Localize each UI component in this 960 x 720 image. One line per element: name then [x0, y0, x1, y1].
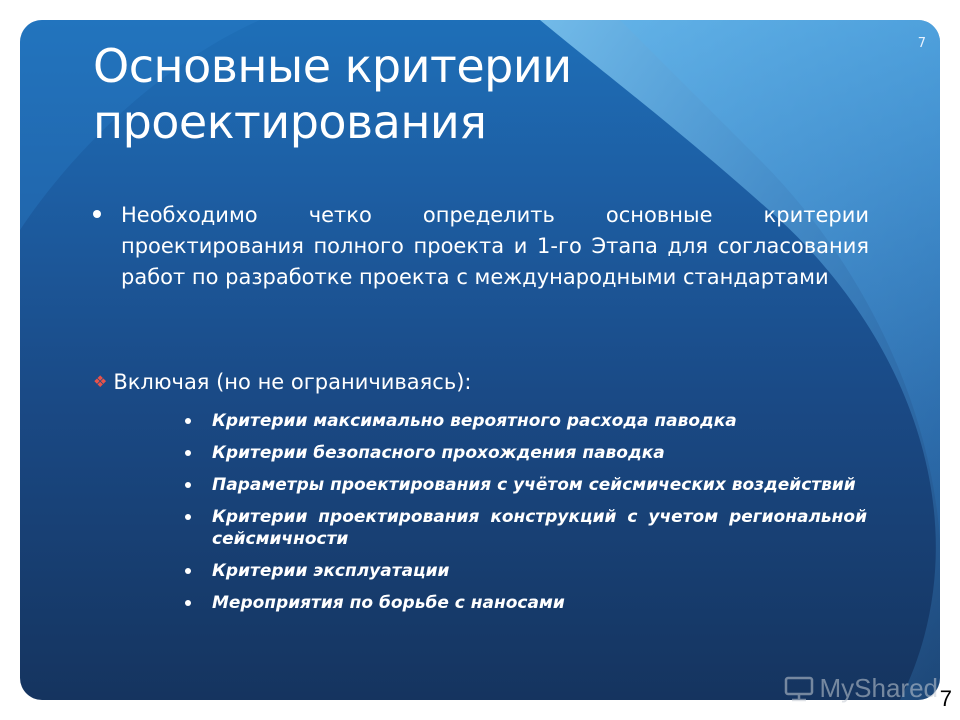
- list-item-text: Мероприятия по борьбе с наносами: [212, 593, 565, 613]
- watermark-text: MyShared: [819, 673, 938, 703]
- bullet-dot-icon: [185, 568, 191, 574]
- diamond-bullet-icon: ❖: [93, 372, 108, 391]
- bullet-dot-icon: [185, 514, 191, 520]
- list-item-text: Критерии максимально вероятного расхода паводка: [212, 411, 737, 431]
- list-item-text: Параметры проектирования с учётом сейсмических воздействий: [212, 475, 856, 495]
- list-item: [185, 560, 867, 582]
- slide-title-line-2: проектирования: [93, 95, 487, 149]
- list-item: [185, 506, 867, 550]
- including-heading: [93, 370, 471, 394]
- list-item: [185, 410, 867, 432]
- bullet-dot-icon: [93, 210, 101, 218]
- watermark: [784, 673, 939, 704]
- bullet-dot-icon: [185, 418, 191, 424]
- slide-number-bottom: 7: [939, 686, 952, 711]
- list-item-text: Критерии проектирования конструкций с учетом региональной сейсмичности: [212, 507, 867, 549]
- list-item-text: Критерии эксплуатации: [212, 561, 450, 581]
- criteria-list: [185, 410, 867, 624]
- slide-title: [93, 38, 793, 150]
- list-item: [185, 442, 867, 464]
- bullet-dot-icon: [185, 482, 191, 488]
- intro-bullet: [93, 200, 869, 293]
- list-item: [185, 592, 867, 614]
- slide-number-top: 7: [917, 36, 926, 51]
- list-item-text: Критерии безопасного прохождения паводка: [212, 443, 665, 463]
- slide: [20, 20, 940, 700]
- bullet-dot-icon: [185, 600, 191, 606]
- list-item: [185, 474, 867, 496]
- intro-text: Необходимо четко определить основные критерии проектирования полного проекта и 1-го Этапа для согласования работ по разработке проекта с международными стандартами: [121, 203, 869, 289]
- bullet-dot-icon: [185, 450, 191, 456]
- including-label: Включая (но не ограничиваясь):: [113, 370, 472, 394]
- presentation-board-icon: [784, 676, 814, 702]
- slide-title-line-1: Основные критерии: [93, 39, 572, 93]
